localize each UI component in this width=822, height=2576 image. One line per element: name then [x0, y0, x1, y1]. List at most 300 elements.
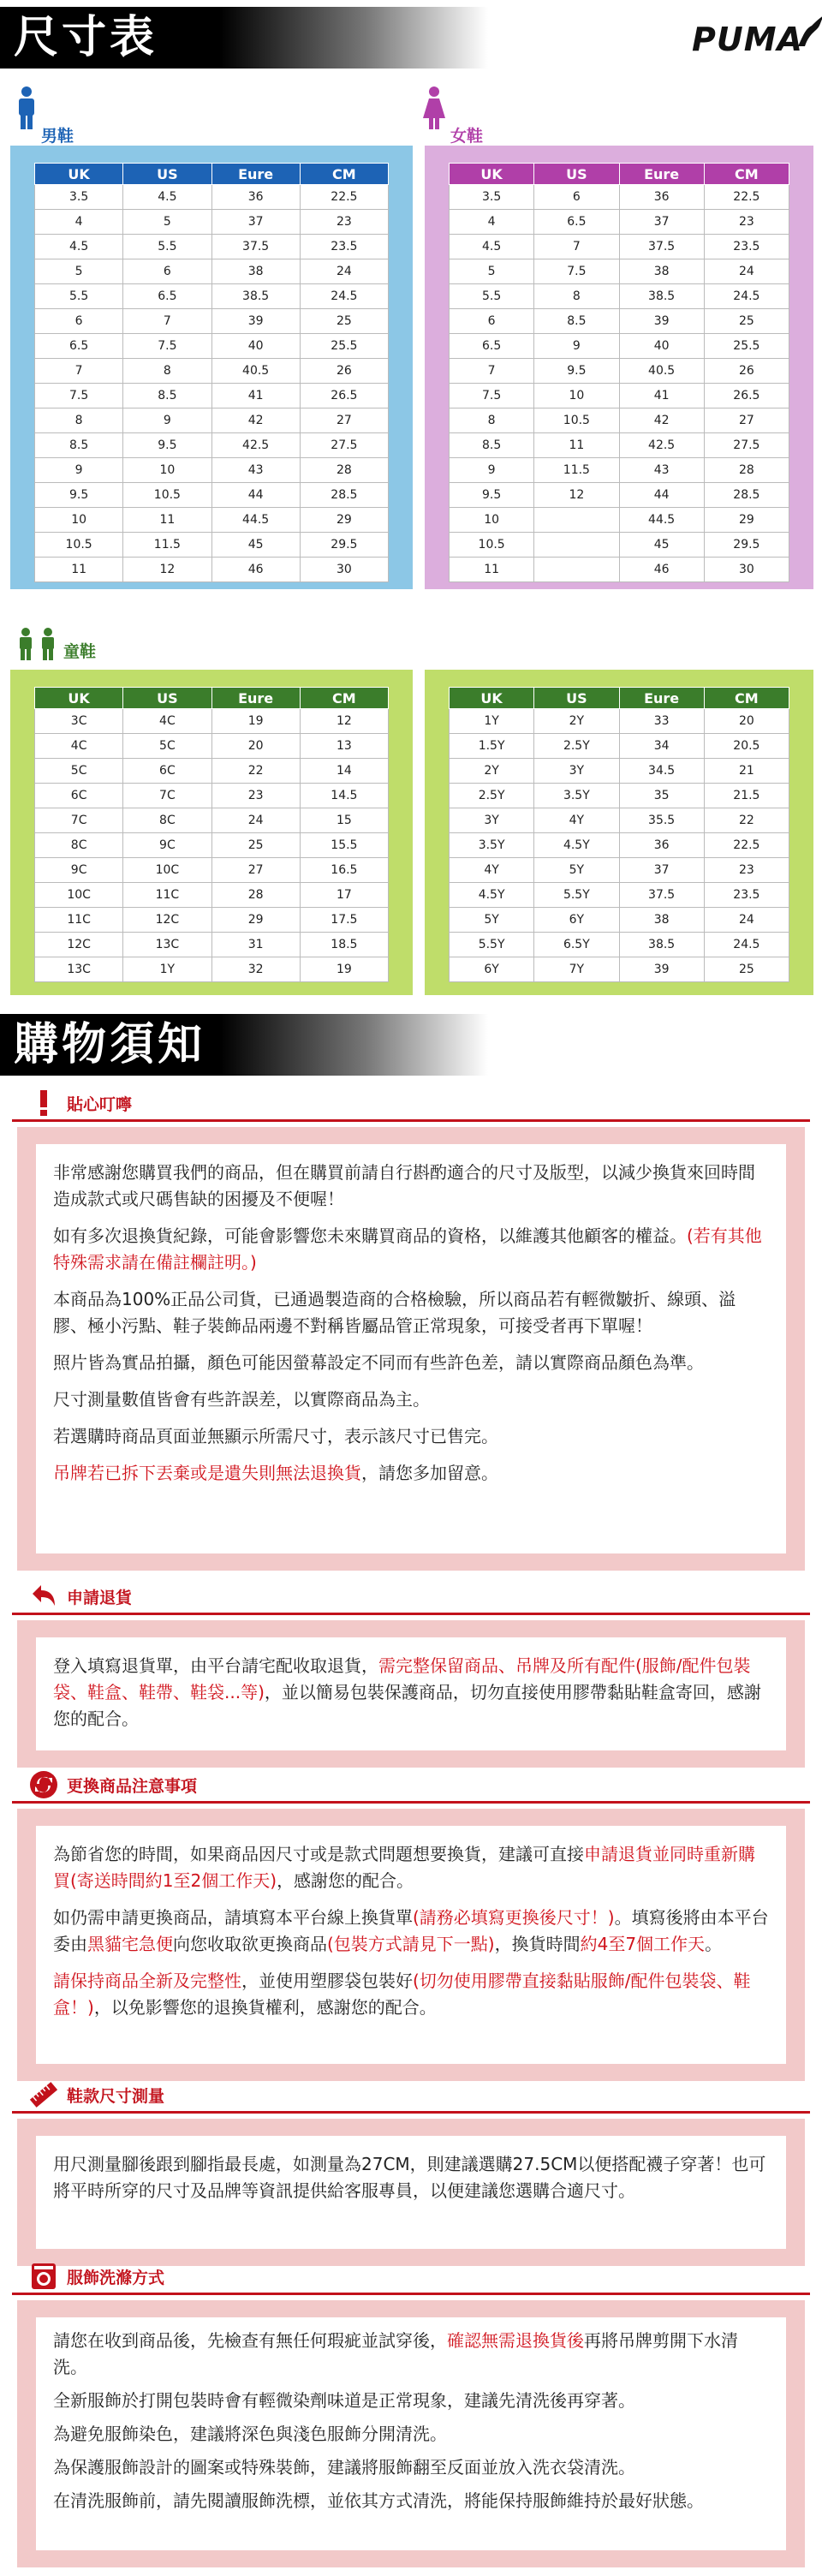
- table-row: [450, 408, 789, 433]
- table-cell: 23: [300, 210, 388, 235]
- men-group: [10, 82, 413, 589]
- kids-icon: [15, 627, 60, 661]
- table-cell: 8: [534, 284, 619, 309]
- table-row: [35, 210, 389, 235]
- table-cell: 20: [211, 734, 300, 759]
- men-size-table: [34, 163, 389, 582]
- table-cell: 6.5: [35, 334, 123, 359]
- table-cell: 15: [300, 808, 388, 833]
- column-header: Eure: [211, 688, 300, 709]
- table-cell: 17: [300, 883, 388, 908]
- notice-paragraph: 若選購時商品頁面並無顯示所需尺寸，表示該尺寸已售完。: [53, 1426, 498, 1446]
- table-cell: 24.5: [300, 284, 388, 309]
- measure-box: [17, 2119, 805, 2266]
- table-cell: 8.5: [123, 384, 211, 408]
- table-row: [35, 185, 389, 210]
- table-cell: 5: [450, 259, 534, 284]
- table-cell: 10: [123, 458, 211, 483]
- table-row: [450, 309, 789, 334]
- table-cell: 9.5: [450, 483, 534, 508]
- table-cell: 7: [534, 235, 619, 259]
- table-cell: 25: [704, 309, 789, 334]
- exchange-paragraph: 為節省您的時間，如果商品因尺寸或是款式問題想要換貨，建議可直接申請退貨並同時重新購買(寄送時間約1至2個工作天)，感謝您的配合。: [53, 1844, 755, 1891]
- table-cell: 27.5: [704, 433, 789, 458]
- table-cell: 6C: [35, 784, 123, 808]
- table-cell: 5Y: [534, 858, 619, 883]
- table-row: [35, 858, 389, 883]
- table-cell: 8: [450, 408, 534, 433]
- ruler-icon: [29, 2080, 58, 2109]
- table-cell: 28.5: [704, 483, 789, 508]
- table-row: [450, 558, 789, 582]
- table-cell: 12: [300, 709, 388, 734]
- column-header: Eure: [211, 164, 300, 185]
- table-cell: 11: [35, 558, 123, 582]
- table-row: [450, 259, 789, 284]
- table-cell: 41: [619, 384, 704, 408]
- table-cell: 39: [211, 309, 300, 334]
- table-cell: 34: [619, 734, 704, 759]
- table-cell: 10: [35, 508, 123, 533]
- table-cell: [534, 533, 619, 558]
- table-row: [35, 808, 389, 833]
- table-cell: 8C: [123, 808, 211, 833]
- men-size-box: [10, 146, 413, 589]
- table-cell: 7: [450, 359, 534, 384]
- youth-size-table: [449, 687, 789, 982]
- table-cell: 3Y: [534, 759, 619, 784]
- table-cell: 2.5Y: [450, 784, 534, 808]
- table-row: [450, 235, 789, 259]
- table-cell: 11.5: [123, 533, 211, 558]
- table-cell: 46: [619, 558, 704, 582]
- notice-paragraph: 照片皆為實品拍攝，顏色可能因螢幕設定不同而有些許色差，請以實際商品顏色為準。: [53, 1352, 704, 1373]
- table-cell: 42.5: [619, 433, 704, 458]
- exchange-content: [36, 1826, 786, 2064]
- section-divider: [12, 1119, 810, 1122]
- table-cell: 6: [123, 259, 211, 284]
- table-cell: 3.5Y: [450, 833, 534, 858]
- table-cell: 7: [123, 309, 211, 334]
- table-row: [450, 759, 789, 784]
- table-cell: 10.5: [534, 408, 619, 433]
- table-cell: 4.5: [123, 185, 211, 210]
- table-cell: 23.5: [300, 235, 388, 259]
- return-arrow-icon: [29, 1582, 58, 1611]
- size-chart-header: [0, 0, 822, 74]
- wash-paragraph: 請您在收到商品後，先檢查有無任何瑕疵並試穿後，確認無需退換貨後再將吊牌剪開下水清洗。: [53, 2330, 738, 2377]
- table-header-row: [35, 688, 389, 709]
- table-cell: 10C: [35, 883, 123, 908]
- table-row: [450, 908, 789, 933]
- table-cell: 8: [123, 359, 211, 384]
- table-cell: 6Y: [450, 957, 534, 982]
- table-cell: 13C: [123, 933, 211, 957]
- table-cell: 4.5Y: [450, 883, 534, 908]
- table-cell: 2Y: [534, 709, 619, 734]
- table-row: [35, 359, 389, 384]
- table-cell: 10C: [123, 858, 211, 883]
- table-header-row: [450, 164, 789, 185]
- table-cell: 22: [211, 759, 300, 784]
- table-cell: 4: [450, 210, 534, 235]
- table-row: [450, 483, 789, 508]
- table-row: [35, 259, 389, 284]
- table-row: [450, 784, 789, 808]
- table-cell: 4C: [35, 734, 123, 759]
- column-header: UK: [450, 164, 534, 185]
- table-cell: 37: [619, 210, 704, 235]
- table-cell: 42: [619, 408, 704, 433]
- table-row: [35, 558, 389, 582]
- table-cell: 7.5: [123, 334, 211, 359]
- table-cell: 4Y: [450, 858, 534, 883]
- table-cell: 17.5: [300, 908, 388, 933]
- table-cell: 45: [211, 533, 300, 558]
- kids-size-table: [34, 687, 389, 982]
- table-row: [35, 284, 389, 309]
- table-row: [450, 433, 789, 458]
- washing-machine-icon: [29, 2262, 58, 2291]
- table-row: [35, 833, 389, 858]
- notice-paragraph: 吊牌若已拆下丟棄或是遺失則無法退換貨，請您多加留意。: [53, 1463, 498, 1483]
- section-divider: [12, 1613, 810, 1615]
- table-cell: 6.5: [123, 284, 211, 309]
- notice-content: [36, 1144, 786, 1553]
- table-cell: 9.5: [123, 433, 211, 458]
- column-header: UK: [35, 688, 123, 709]
- table-row: [450, 957, 789, 982]
- table-cell: 23: [211, 784, 300, 808]
- women-size-box: [425, 146, 813, 589]
- table-cell: 2Y: [450, 759, 534, 784]
- table-cell: 29: [211, 908, 300, 933]
- table-cell: 43: [619, 458, 704, 483]
- table-cell: 11: [123, 508, 211, 533]
- table-cell: 45: [619, 533, 704, 558]
- table-row: [450, 734, 789, 759]
- table-row: [35, 533, 389, 558]
- table-cell: 24: [300, 259, 388, 284]
- table-row: [450, 808, 789, 833]
- table-cell: 38: [619, 259, 704, 284]
- table-cell: 3Y: [450, 808, 534, 833]
- table-cell: 1Y: [450, 709, 534, 734]
- table-cell: 8.5: [35, 433, 123, 458]
- table-cell: 6Y: [534, 908, 619, 933]
- table-cell: 23.5: [704, 235, 789, 259]
- column-header: Eure: [619, 164, 704, 185]
- table-cell: 5C: [35, 759, 123, 784]
- table-cell: [534, 558, 619, 582]
- returns-section-title: 申請退貨: [29, 1579, 132, 1613]
- table-cell: 9: [123, 408, 211, 433]
- table-cell: 34.5: [619, 759, 704, 784]
- column-header: CM: [300, 164, 388, 185]
- table-cell: 38.5: [619, 284, 704, 309]
- women-size-table: [449, 163, 789, 582]
- table-cell: 19: [211, 709, 300, 734]
- table-cell: 22.5: [704, 185, 789, 210]
- men-label: 男鞋: [41, 127, 74, 146]
- table-cell: 3C: [35, 709, 123, 734]
- youth-size-box: [425, 670, 813, 995]
- table-cell: 5.5: [123, 235, 211, 259]
- table-cell: 37.5: [211, 235, 300, 259]
- column-header: CM: [704, 164, 789, 185]
- table-cell: 6: [534, 185, 619, 210]
- table-cell: 31: [211, 933, 300, 957]
- table-row: [450, 334, 789, 359]
- table-cell: 26.5: [300, 384, 388, 408]
- column-header: US: [123, 164, 211, 185]
- table-cell: 40.5: [211, 359, 300, 384]
- shopping-notice-title: 購物須知: [14, 1019, 206, 1070]
- shopping-notice-header: [0, 1007, 822, 1081]
- section-divider: [12, 2111, 810, 2114]
- table-cell: 7Y: [534, 957, 619, 982]
- table-cell: 29: [300, 508, 388, 533]
- man-icon: [15, 86, 38, 130]
- table-row: [450, 858, 789, 883]
- section-divider: [12, 2293, 810, 2295]
- table-cell: 4: [35, 210, 123, 235]
- exchange-icon: [29, 1770, 58, 1799]
- table-cell: 13: [300, 734, 388, 759]
- notice-paragraph: 尺寸測量數值皆會有些許誤差，以實際商品為主。: [53, 1389, 430, 1410]
- table-row: [450, 210, 789, 235]
- notice-section-title: 貼心叮嚀: [29, 1086, 132, 1120]
- table-cell: 29.5: [704, 533, 789, 558]
- table-cell: 9: [35, 458, 123, 483]
- table-cell: 24.5: [704, 284, 789, 309]
- table-cell: 24: [704, 908, 789, 933]
- table-cell: 9C: [35, 858, 123, 883]
- table-cell: 10: [450, 508, 534, 533]
- exchange-paragraph: 如仍需申請更換商品，請填寫本平台線上換貨單(請務必填寫更換後尺寸！)。填寫後將由本平台委由黑貓宅急便向您收取欲更換商品(包裝方式請見下一點)，換貨時間約4至7個工作天。: [53, 1907, 769, 1954]
- table-cell: 42: [211, 408, 300, 433]
- table-cell: 7.5: [534, 259, 619, 284]
- table-row: [35, 784, 389, 808]
- table-cell: 10.5: [450, 533, 534, 558]
- table-cell: 26.5: [704, 384, 789, 408]
- table-row: [450, 458, 789, 483]
- table-row: [35, 458, 389, 483]
- table-cell: 4.5Y: [534, 833, 619, 858]
- table-cell: 6: [35, 309, 123, 334]
- table-cell: 6C: [123, 759, 211, 784]
- table-cell: 36: [619, 833, 704, 858]
- table-cell: 6: [450, 309, 534, 334]
- column-header: CM: [704, 688, 789, 709]
- table-row: [35, 235, 389, 259]
- kids-group: [10, 615, 413, 995]
- table-cell: 8: [35, 408, 123, 433]
- table-cell: 38.5: [619, 933, 704, 957]
- table-cell: 32: [211, 957, 300, 982]
- table-cell: 7C: [35, 808, 123, 833]
- table-cell: 4Y: [534, 808, 619, 833]
- table-cell: 44: [211, 483, 300, 508]
- table-cell: 33: [619, 709, 704, 734]
- table-cell: 12: [123, 558, 211, 582]
- table-cell: 25.5: [704, 334, 789, 359]
- wash-paragraph: 為保護服飾設計的圖案或特殊裝飾，建議將服飾翻至反面並放入洗衣袋清洗。: [53, 2457, 635, 2478]
- table-cell: 5.5Y: [534, 883, 619, 908]
- table-cell: 3.5: [35, 185, 123, 210]
- table-cell: 37.5: [619, 235, 704, 259]
- table-cell: 10: [534, 384, 619, 408]
- table-cell: 9.5: [534, 359, 619, 384]
- column-header: UK: [35, 164, 123, 185]
- table-cell: 7.5: [450, 384, 534, 408]
- table-cell: 6.5: [534, 210, 619, 235]
- wash-paragraph: 在清洗服飾前，請先閱讀服飾洗標，並依其方式清洗，將能保持服飾維持於最好狀態。: [53, 2490, 704, 2511]
- table-cell: 5.5: [450, 284, 534, 309]
- table-cell: 14: [300, 759, 388, 784]
- table-cell: 39: [619, 309, 704, 334]
- table-cell: 1.5Y: [450, 734, 534, 759]
- kids-size-box: [10, 670, 413, 995]
- table-cell: 30: [704, 558, 789, 582]
- notice-paragraph: 如有多次退換貨紀錄，可能會影響您未來購買商品的資格，以維護其他顧客的權益。(若有其他特殊需求請在備註欄註明。): [53, 1225, 762, 1273]
- returns-box: [17, 1620, 805, 1768]
- table-cell: 5: [123, 210, 211, 235]
- table-cell: 27: [211, 858, 300, 883]
- table-cell: 38.5: [211, 284, 300, 309]
- table-cell: 25: [704, 957, 789, 982]
- table-cell: 15.5: [300, 833, 388, 858]
- table-cell: 27: [704, 408, 789, 433]
- table-cell: 36: [619, 185, 704, 210]
- kids-label: 童鞋: [63, 642, 97, 661]
- table-cell: 1Y: [123, 957, 211, 982]
- table-row: [450, 533, 789, 558]
- table-cell: 19: [300, 957, 388, 982]
- table-row: [450, 185, 789, 210]
- table-row: [35, 483, 389, 508]
- table-cell: 14.5: [300, 784, 388, 808]
- size-chart-title: 尺寸表: [14, 12, 158, 63]
- table-cell: 22.5: [704, 833, 789, 858]
- table-cell: 9: [534, 334, 619, 359]
- table-cell: 23.5: [704, 883, 789, 908]
- table-cell: 42.5: [211, 433, 300, 458]
- table-cell: 43: [211, 458, 300, 483]
- table-cell: 7.5: [35, 384, 123, 408]
- table-row: [450, 284, 789, 309]
- table-cell: 18.5: [300, 933, 388, 957]
- table-cell: 8C: [35, 833, 123, 858]
- table-row: [450, 883, 789, 908]
- column-header: US: [123, 688, 211, 709]
- table-cell: 37.5: [619, 883, 704, 908]
- table-cell: 6.5: [450, 334, 534, 359]
- table-row: [35, 334, 389, 359]
- returns-content: [36, 1637, 786, 1750]
- women-label: 女鞋: [450, 127, 484, 146]
- wash-paragraph: 全新服飾於打開包裝時會有輕微染劑味道是正常現象，建議先清洗後再穿著。: [53, 2390, 635, 2411]
- table-cell: 8.5: [450, 433, 534, 458]
- table-cell: 44.5: [619, 508, 704, 533]
- table-cell: 4.5: [35, 235, 123, 259]
- column-header: UK: [450, 688, 534, 709]
- table-cell: 4.5: [450, 235, 534, 259]
- table-cell: 2.5Y: [534, 734, 619, 759]
- table-cell: 7C: [123, 784, 211, 808]
- table-cell: 12: [534, 483, 619, 508]
- table-cell: 7: [35, 359, 123, 384]
- table-row: [35, 433, 389, 458]
- table-cell: 37: [619, 858, 704, 883]
- table-cell: 38: [211, 259, 300, 284]
- table-cell: 21: [704, 759, 789, 784]
- table-row: [450, 508, 789, 533]
- table-cell: 28: [704, 458, 789, 483]
- table-row: [35, 759, 389, 784]
- puma-logo: PUMA: [651, 19, 805, 63]
- table-cell: 41: [211, 384, 300, 408]
- measure-paragraph: 用尺測量腳後跟到腳指最長處，如測量為27CM，則建議選購27.5CM以便搭配襪子穿著！也可將平時所穿的尺寸及品牌等資訊提供給客服專員，以便建議您選購合適尺寸。: [53, 2154, 766, 2201]
- table-cell: 35.5: [619, 808, 704, 833]
- notice-paragraph: 本商品為100%正品公司貨，已通過製造商的合格檢驗，所以商品若有輕微皺折、線頭、溢膠、極小污點、鞋子裝飾品兩邊不對稱皆屬品管正常現象，可接受者再下單喔！: [53, 1289, 736, 1336]
- table-cell: 8.5: [534, 309, 619, 334]
- table-row: [35, 883, 389, 908]
- table-cell: 10.5: [35, 533, 123, 558]
- section-divider: [12, 1801, 810, 1804]
- table-cell: 29: [704, 508, 789, 533]
- table-row: [450, 709, 789, 734]
- table-cell: 9: [450, 458, 534, 483]
- table-cell: 5: [35, 259, 123, 284]
- wash-paragraph: 為避免服飾染色，建議將深色與淺色服飾分開清洗。: [53, 2424, 447, 2444]
- table-cell: 46: [211, 558, 300, 582]
- exchange-box: [17, 1809, 805, 2081]
- table-cell: 35: [619, 784, 704, 808]
- table-cell: 28: [300, 458, 388, 483]
- column-header: US: [534, 688, 619, 709]
- table-cell: 40.5: [619, 359, 704, 384]
- measure-section-title: 鞋款尺寸測量: [29, 2078, 164, 2112]
- notice-box: [17, 1127, 805, 1571]
- table-cell: 23: [704, 210, 789, 235]
- woman-icon: [421, 86, 447, 130]
- table-cell: 44.5: [211, 508, 300, 533]
- table-cell: 12C: [123, 908, 211, 933]
- table-row: [450, 833, 789, 858]
- table-cell: 10.5: [123, 483, 211, 508]
- table-row: [450, 359, 789, 384]
- table-cell: 23: [704, 858, 789, 883]
- table-cell: 11C: [35, 908, 123, 933]
- table-cell: 11: [534, 433, 619, 458]
- table-cell: 28: [211, 883, 300, 908]
- table-row: [35, 709, 389, 734]
- table-cell: 13C: [35, 957, 123, 982]
- table-cell: 21.5: [704, 784, 789, 808]
- table-cell: 36: [211, 185, 300, 210]
- table-row: [450, 933, 789, 957]
- table-cell: 11: [450, 558, 534, 582]
- column-header: CM: [300, 688, 388, 709]
- table-cell: 9C: [123, 833, 211, 858]
- table-row: [35, 508, 389, 533]
- table-cell: 25.5: [300, 334, 388, 359]
- table-cell: 28.5: [300, 483, 388, 508]
- table-row: [35, 957, 389, 982]
- table-cell: 5.5: [35, 284, 123, 309]
- table-cell: 20: [704, 709, 789, 734]
